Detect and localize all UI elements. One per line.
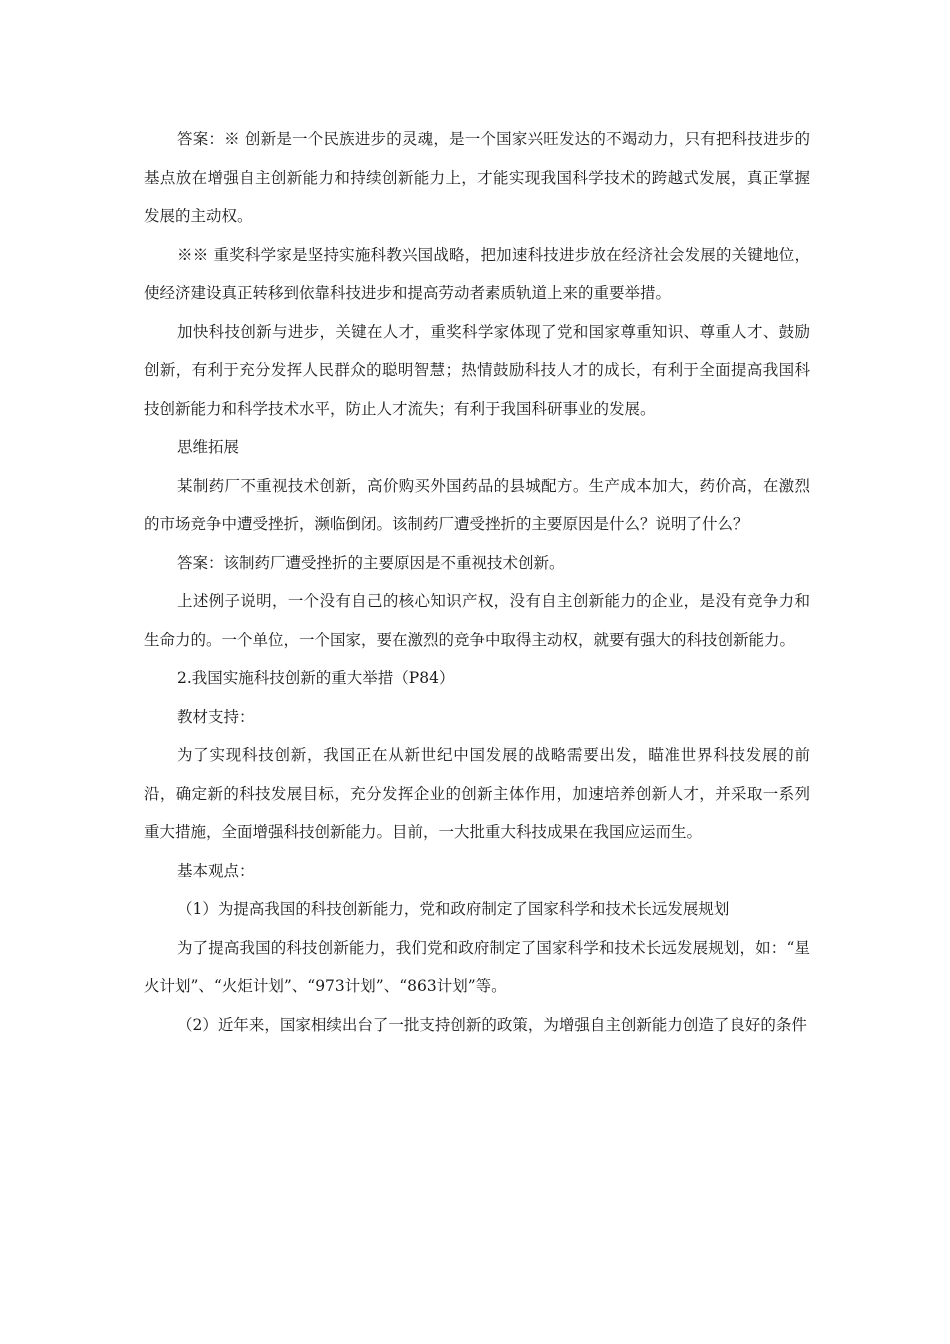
case-explanation-paragraph: 上述例子说明，一个没有自己的核心知识产权，没有自主创新能力的企业，是没有竞争力和生命力的。一个单位，一个国家，要在激烈的竞争中取得主动权，就要有强大的科技创新能力。: [144, 592, 810, 649]
section-heading-thinking: 思维拓展: [177, 438, 240, 456]
case-answer-paragraph: 答案：该制药厂遭受挫折的主要原因是不重视技术创新。: [177, 553, 565, 572]
point-1-heading: （1）为提高我国的科技创新能力，党和政府制定了国家科学和技术长远发展规划: [177, 900, 730, 918]
subheading-basic-views: 基本观点：: [177, 861, 255, 880]
point-2-heading: （2）近年来，国家相续出台了一批支持创新的政策，为增强自主创新能力创造了良好的条件: [177, 1015, 807, 1034]
section-heading-measures: 2.我国实施科技创新的重大举措（P84）: [177, 669, 455, 687]
textbook-support-paragraph: 为了实现科技创新，我国正在从新世纪中国发展的战略需要出发，瞄准世界科技发展的前沿，确定新的科技发展目标，充分发挥企业的创新主体作用，加速培养创新人才，并采取一系列重大措施，全面增强科技创新能力。目前，一大批重大科技成果在我国应运而生。: [144, 746, 810, 841]
document-body: [144, 120, 810, 1044]
answer-paragraph-2: ※※ 重奖科学家是坚持实施科教兴国战略，把加速科技进步放在经济社会发展的关键地位，使经济建设真正转移到依靠科技进步和提高劳动者素质轨道上来的重要举措。: [144, 245, 810, 302]
answer-paragraph-3: 加快科技创新与进步，关键在人才，重奖科学家体现了党和国家尊重知识、尊重人才、鼓励创新，有利于充分发挥人民群众的聪明智慧；热情鼓励科技人才的成长，有利于全面提高我国科技创新能力和科学技术水平，防止人才流失；有利于我国科研事业的发展。: [144, 322, 810, 418]
case-paragraph: 某制药厂不重视技术创新，高价购买外国药品的县城配方。生产成本加大，药价高，在激烈的市场竞争中遭受挫折，濒临倒闭。该制药厂遭受挫折的主要原因是什么？说明了什么？: [144, 476, 810, 533]
answer-paragraph-1: 答案：※ 创新是一个民族进步的灵魂，是一个国家兴旺发达的不竭动力，只有把科技进步的基点放在增强自主创新能力和持续创新能力上，才能实现我国科学技术的跨越式发展，真正掌握发展的主动权。: [144, 130, 810, 225]
subheading-textbook-support: 教材支持：: [177, 707, 255, 726]
point-1-paragraph: 为了提高我国的科技创新能力，我们党和政府制定了国家科学和技术长远发展规划，如：“星火计划”、“火炬计划”、“973计划”、“863计划”等。: [144, 938, 810, 995]
